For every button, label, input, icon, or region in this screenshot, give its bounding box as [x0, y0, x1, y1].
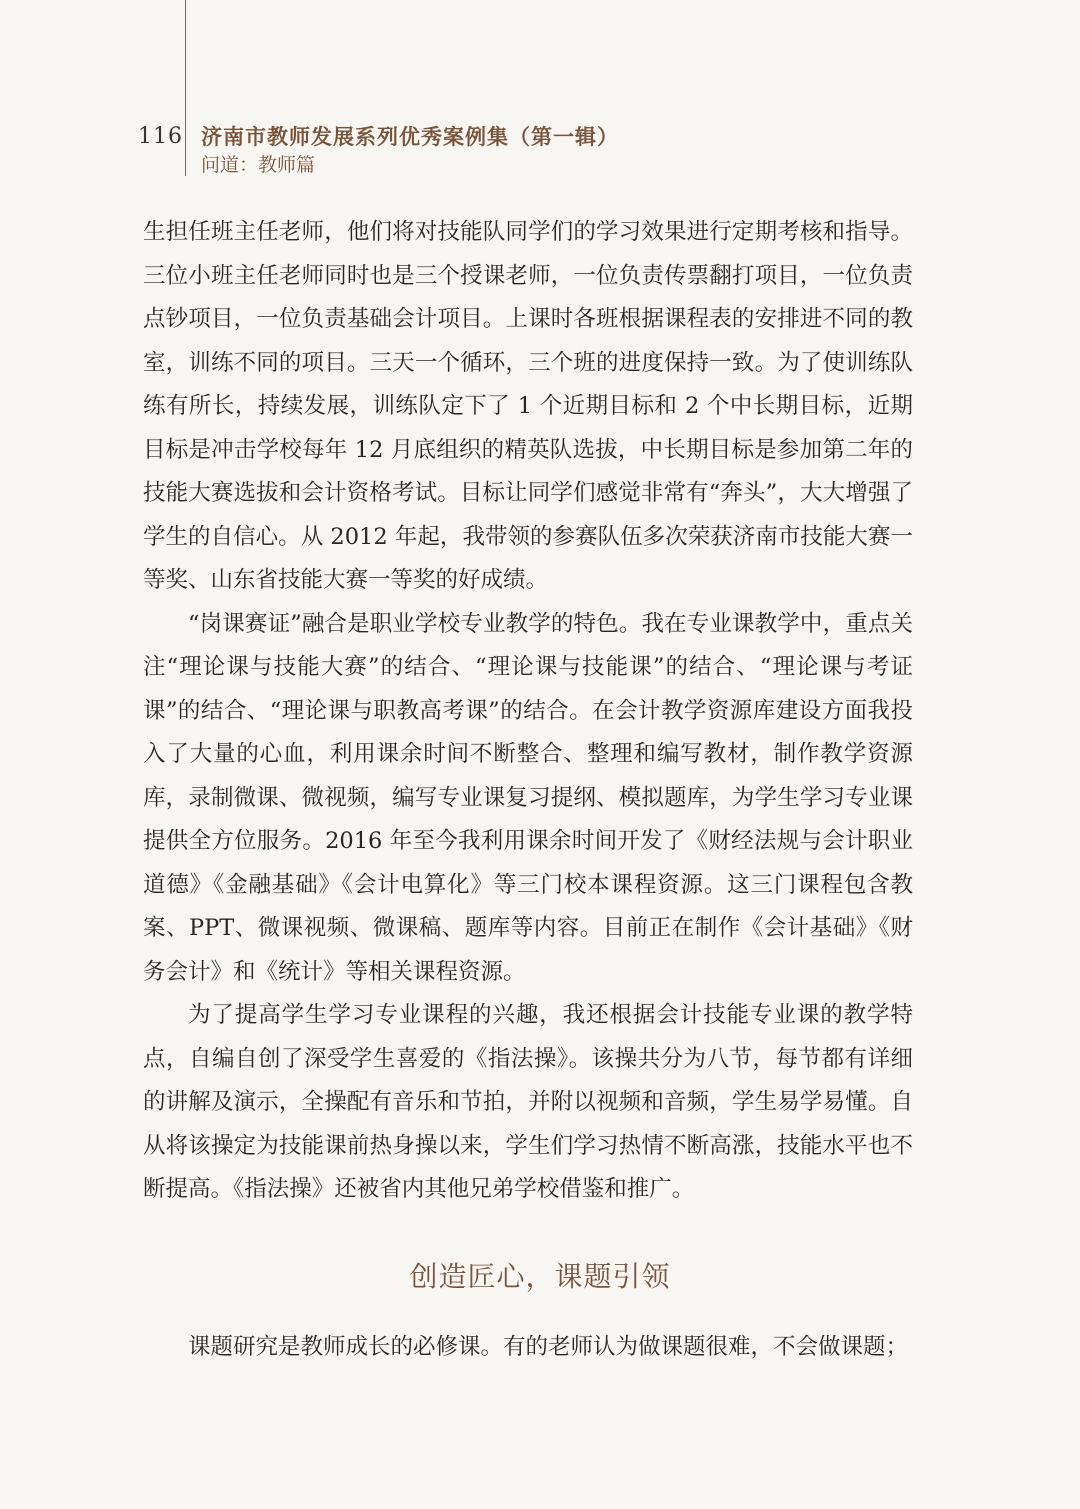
section-heading: 创造匠心，课题引领 [409, 1260, 671, 1293]
running-header-title: 济南市教师发展系列优秀案例集（第一辑） [201, 124, 619, 149]
section-opening-paragraph: 课题研究是教师成长的必修课。有的老师认为做课题很难，不会做课题； [188, 1334, 909, 1360]
paragraph: “岗课赛证”融合是职业学校专业教学的特色。我在专业课教学中，重点关注“理论课与技能大赛”的结合、“理论课与技能课”的结合、“理论课与考证课”的结合、“理论课与职教高考课”的结合。在会计教学资源库建设方面我投入了大量的心血，利用课余时间不断整合、整理和编写教材，制作教学资源库，录制微课、微视频，编写专业课复习提纲、模拟题库，为学生学习专业课提供全方位服务。2016 年至今我利用课余时间开发了《财经法规与会计职业道德》《金融基础》《会计电算化》等三门校本课程资源。这三门课程包含教案、PPT、微课视频、微课稿、题库等内容。目前正在制作《会计基础》《财务会计》和《统计》等相关课程资源。 [143, 610, 913, 985]
paragraph-continued: 生担任班主任老师，他们将对技能队同学们的学习效果进行定期考核和指导。三位小班主任老师同时也是三个授课老师，一位负责传票翻打项目，一位负责点钞项目，一位负责基础会计项目。上课时各班根据课程表的安排进不同的教室，训练不同的项目。三天一个循环，三个班的进度保持一致。为了使训练队练有所长，持续发展，训练队定下了 1 个近期目标和 2 个中长期目标，近期目标是冲击学校每年 12 月底组织的精英队选拔，中长期目标是参加第二年的技能大赛选拔和会计资格考试。目标让同学们感觉非常有“奔头”，大大增强了学生的自信心。从 2012 年起，我带领的参赛队伍多次荣获济南市技能大赛一等奖、山东省技能大赛一等奖的好成绩。 [143, 219, 913, 593]
page-number: 116 [138, 124, 183, 149]
paragraph: 为了提高学生学习专业课程的兴趣，我还根据会计技能专业课的教学特点，自编自创了深受学生喜爱的《指法操》。该操共分为八节，每节都有详细的讲解及演示，全操配有音乐和节拍，并附以视频和音频，学生易学易懂。自从将该操定为技能课前热身操以来，学生们学习热情不断高涨，技能水平也不断提高。《指法操》还被省内其他兄弟学校借鉴和推广。 [143, 1002, 913, 1202]
running-header-subtitle: 问道：教师篇 [201, 154, 316, 176]
header-divider-rule [185, 0, 186, 176]
body-text [143, 211, 913, 1212]
